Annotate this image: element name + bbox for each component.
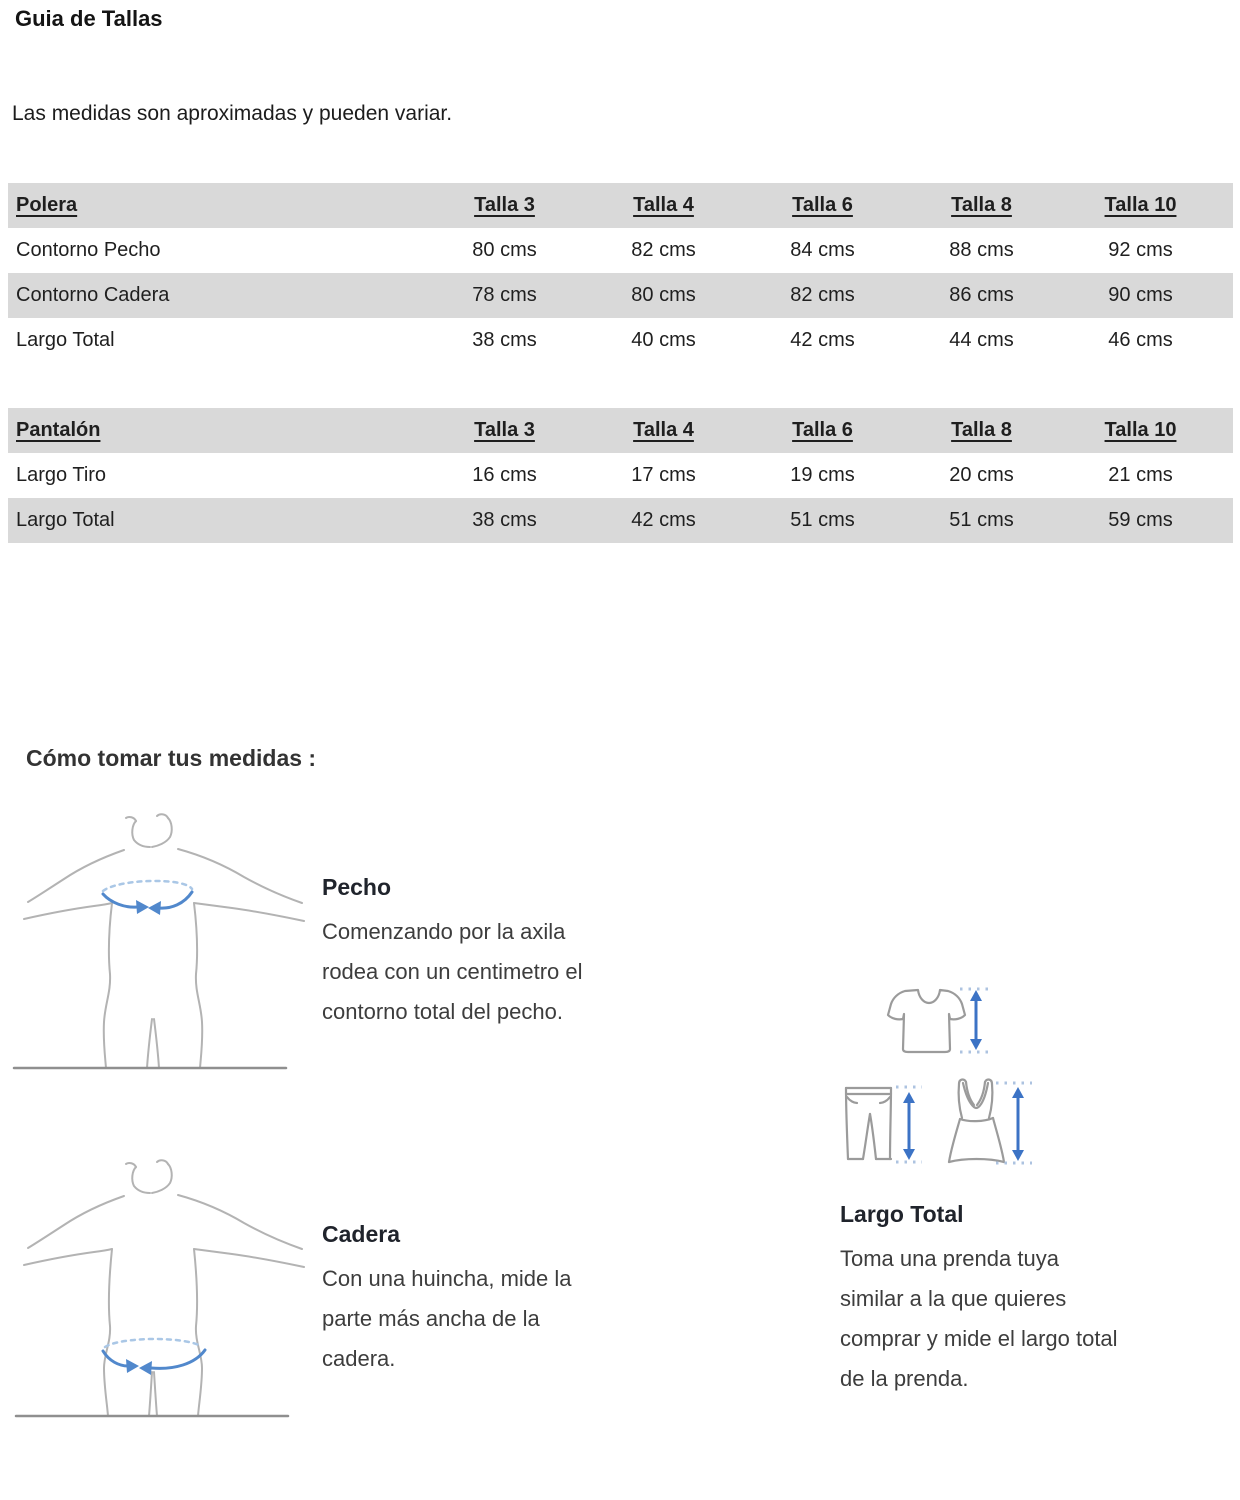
section-text-line: cadera. — [322, 1346, 396, 1371]
row-label: Largo Total — [16, 509, 115, 531]
column-header: Talla 3 — [474, 419, 535, 441]
cell-value: 38 cms — [472, 509, 537, 531]
size-table-polera — [8, 183, 1233, 363]
cell-value: 42 cms — [790, 329, 855, 351]
cell-value: 78 cms — [472, 284, 537, 306]
howto-heading: Cómo tomar tus medidas : — [26, 745, 317, 771]
section-text-line: similar a la que quieres — [840, 1286, 1067, 1311]
section-text-line: rodea con un centimetro el — [322, 959, 583, 984]
section-title: Pecho — [322, 874, 392, 900]
cell-value: 86 cms — [949, 284, 1014, 306]
cell-value: 84 cms — [790, 239, 855, 261]
cell-value: 17 cms — [631, 464, 696, 486]
column-header: Talla 4 — [633, 194, 694, 216]
table-header-row — [8, 183, 1233, 228]
cell-value: 20 cms — [949, 464, 1014, 486]
table-name-cell: Pantalón — [16, 419, 101, 441]
table-header-row — [8, 408, 1233, 453]
cell-value: 46 cms — [1108, 329, 1173, 351]
body-hip-measure-diagram — [8, 1158, 308, 1424]
column-header: Talla 6 — [792, 194, 853, 216]
table-row — [8, 498, 1233, 543]
column-header: Talla 8 — [951, 419, 1012, 441]
column-header: Talla 3 — [474, 194, 535, 216]
cell-value: 80 cms — [472, 239, 537, 261]
column-header: Talla 4 — [633, 419, 694, 441]
section-title: Cadera — [322, 1221, 400, 1247]
row-label: Largo Tiro — [16, 464, 107, 486]
cell-value: 59 cms — [1108, 509, 1173, 531]
cell-value: 82 cms — [631, 239, 696, 261]
cell-value: 44 cms — [949, 329, 1014, 351]
section-text-line: de la prenda. — [840, 1366, 969, 1391]
dress-icon — [949, 1080, 1032, 1163]
size-table-pantalon — [8, 408, 1233, 543]
row-label: Contorno Pecho — [16, 239, 161, 261]
table-name-cell: Polera — [16, 194, 78, 216]
section-text-line: Toma una prenda tuya — [840, 1246, 1059, 1271]
cell-value: 16 cms — [472, 464, 537, 486]
table-row — [8, 273, 1233, 318]
cell-value: 51 cms — [790, 509, 855, 531]
pants-icon — [846, 1087, 922, 1162]
cell-value: 40 cms — [631, 329, 696, 351]
cell-value: 90 cms — [1108, 284, 1173, 306]
cell-value: 42 cms — [631, 509, 696, 531]
cell-value: 82 cms — [790, 284, 855, 306]
tshirt-icon — [888, 989, 988, 1052]
section-text-line: Con una huincha, mide la — [322, 1266, 572, 1291]
column-header: Talla 8 — [951, 194, 1012, 216]
row-label: Contorno Cadera — [16, 284, 170, 306]
page-subtitle: Las medidas son aproximadas y pueden variar. — [12, 102, 453, 125]
table-row — [8, 228, 1233, 273]
page-title: Guia de Tallas — [15, 6, 163, 31]
section-cadera — [322, 1221, 572, 1379]
cell-value: 38 cms — [472, 329, 537, 351]
section-text-line: parte más ancha de la — [322, 1306, 540, 1331]
section-title: Largo Total — [840, 1201, 964, 1227]
column-header: Talla 6 — [792, 419, 853, 441]
section-pecho — [322, 874, 583, 1032]
column-header: Talla 10 — [1104, 419, 1177, 441]
body-chest-measure-diagram — [8, 812, 308, 1074]
cell-value: 80 cms — [631, 284, 696, 306]
section-largo-total — [840, 1201, 1118, 1399]
cell-value: 19 cms — [790, 464, 855, 486]
section-text-line: comprar y mide el largo total — [840, 1326, 1118, 1351]
table-row — [8, 453, 1233, 498]
garment-length-icons — [838, 975, 1048, 1175]
row-label: Largo Total — [16, 329, 115, 351]
cell-value: 88 cms — [949, 239, 1014, 261]
table-row — [8, 318, 1233, 363]
column-header: Talla 10 — [1104, 194, 1177, 216]
section-text-line: Comenzando por la axila — [322, 919, 566, 944]
section-text-line: contorno total del pecho. — [322, 999, 563, 1024]
cell-value: 51 cms — [949, 509, 1014, 531]
cell-value: 21 cms — [1108, 464, 1173, 486]
cell-value: 92 cms — [1108, 239, 1173, 261]
